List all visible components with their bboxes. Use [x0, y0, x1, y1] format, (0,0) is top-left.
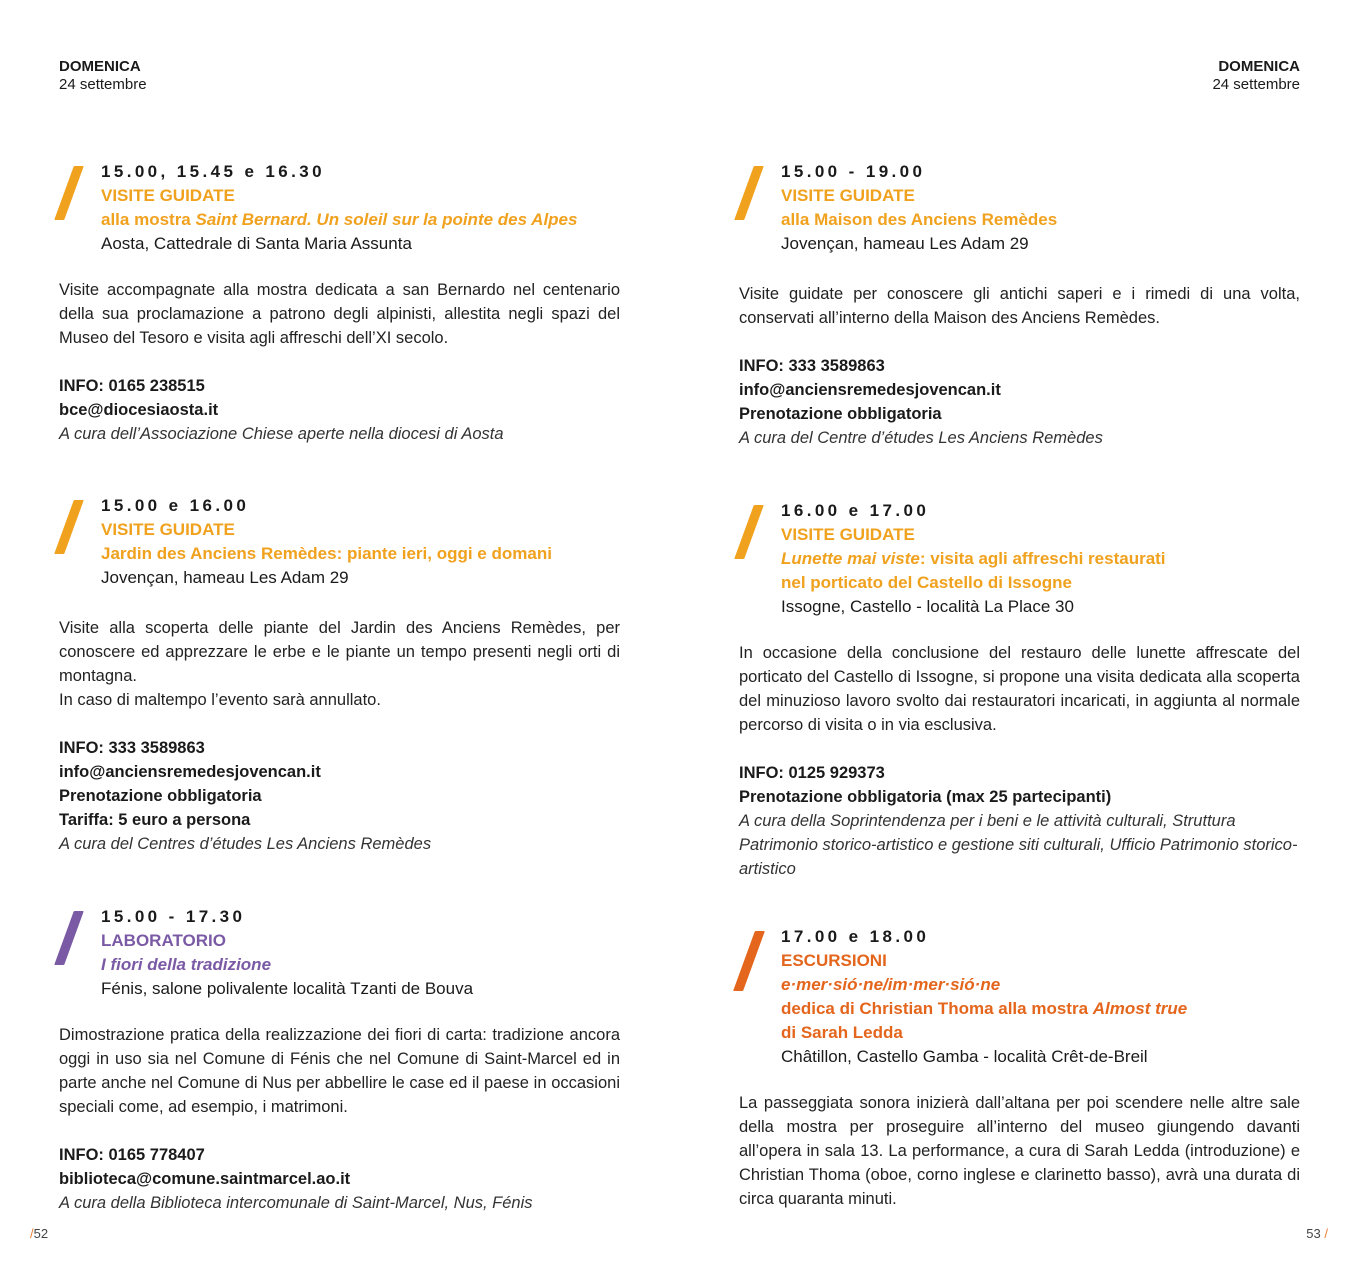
- event-info: [59, 736, 620, 856]
- event-curator: A cura della Soprintendenza per i beni e le attività culturali, Struttura Patrimonio storico-artistico e gestione siti culturali, Ufficio Patrimonio storico-artistico: [739, 812, 1298, 878]
- info-email: info@anciensremedesjovencan.it: [739, 381, 1001, 399]
- event-curator: A cura dell’Associazione Chiese aperte nella diocesi di Aosta: [59, 425, 504, 443]
- event-description: Dimostrazione pratica della realizzazione dei fiori di carta: tradizione ancora oggi in uso sia nel Comune di Fénis che nel Comune di Saint-Marcel ed in parte anche nel Comune di Nus per abbellire le case ed il paese in occasioni speciali come, ad esempio, i matrimoni.: [59, 1026, 620, 1116]
- event-description: Visite guidate per conoscere gli antichi saperi e i rimedi di una volta, conservati all’interno della Maison des Anciens Remèdes.: [739, 285, 1300, 327]
- header-day: DOMENICA: [1218, 58, 1300, 75]
- event-card: [59, 905, 620, 1215]
- slash-icon: [54, 911, 84, 965]
- page-number: 53 /: [1306, 1226, 1328, 1241]
- event-title-line2: dedica di Christian Thoma alla mostra Almost true: [781, 999, 1188, 1018]
- info-phone: INFO: 0165 238515: [59, 377, 205, 395]
- event-title: alla mostra Saint Bernard. Un soleil sur la pointe des Alpes: [101, 210, 578, 229]
- page-header: [1212, 58, 1300, 94]
- event-curator: A cura del Centre d’études Les Anciens Remèdes: [739, 429, 1103, 447]
- slash-icon: [733, 931, 765, 991]
- header-day: DOMENICA: [59, 58, 141, 75]
- event-category: VISITE GUIDATE: [781, 525, 915, 544]
- info-phone: INFO: 333 3589863: [739, 357, 885, 375]
- info-booking: Prenotazione obbligatoria: [739, 405, 942, 423]
- slash-icon: [734, 505, 764, 559]
- event-location: Aosta, Cattedrale di Santa Maria Assunta: [101, 234, 412, 253]
- event-time: 15.00 - 17.30: [101, 907, 246, 926]
- event-title-line2: nel porticato del Castello di Issogne: [781, 573, 1072, 592]
- event-info: [59, 1143, 620, 1215]
- event-category: VISITE GUIDATE: [781, 186, 915, 205]
- event-title: Jardin des Anciens Remèdes: piante ieri, oggi e domani: [101, 544, 552, 563]
- event-location: Issogne, Castello - località La Place 30: [781, 597, 1074, 616]
- event-location: Châtillon, Castello Gamba - località Crêt-de-Breil: [781, 1047, 1148, 1066]
- page-header: [59, 58, 147, 94]
- event-time: 15.00 - 19.00: [781, 162, 926, 181]
- event-title: Lunette mai viste: visita agli affreschi restaurati: [781, 549, 1166, 568]
- event-category: VISITE GUIDATE: [101, 520, 235, 539]
- event-time: 16.00 e 17.00: [781, 501, 930, 520]
- left-page: [0, 0, 679, 1270]
- info-booking: Prenotazione obbligatoria: [59, 787, 262, 805]
- event-time: 15.00 e 16.00: [101, 496, 250, 515]
- event-category: LABORATORIO: [101, 931, 226, 950]
- event-info: [739, 354, 1300, 450]
- info-phone: INFO: 0125 929373: [739, 764, 885, 782]
- info-email: info@anciensremedesjovencan.it: [59, 763, 321, 781]
- header-date: 24 settembre: [1212, 76, 1300, 93]
- right-page: [679, 0, 1358, 1270]
- event-time: 17.00 e 18.00: [781, 927, 930, 946]
- event-category: ESCURSIONI: [781, 951, 887, 970]
- event-title: alla Maison des Anciens Remèdes: [781, 210, 1058, 229]
- info-phone: INFO: 0165 778407: [59, 1146, 205, 1164]
- event-title: e·mer·sió·ne/im·mer·sió·ne: [781, 975, 1001, 994]
- page-number: /52: [30, 1226, 49, 1241]
- event-location: Jovençan, hameau Les Adam 29: [101, 568, 349, 587]
- slash-icon: [54, 166, 84, 220]
- event-info: [59, 374, 620, 446]
- event-title: I fiori della tradizione: [101, 955, 272, 974]
- header-date: 24 settembre: [59, 76, 147, 93]
- info-phone: INFO: 333 3589863: [59, 739, 205, 757]
- event-card: [59, 160, 620, 446]
- event-curator: A cura della Biblioteca intercomunale di Saint-Marcel, Nus, Fénis: [59, 1194, 533, 1212]
- event-info: [739, 761, 1300, 881]
- slash-icon: [734, 166, 764, 220]
- event-card: [59, 494, 620, 856]
- info-email: bce@diocesiaosta.it: [59, 401, 219, 419]
- event-description: In occasione della conclusione del restauro delle lunette affrescate del porticato del Castello di Issogne, si propone una visita dedicata alla scoperta del minuzioso lavoro svolto dai restauratori incaricati, in aggiunta al normale percorso di visita o in via esclusiva.: [739, 644, 1300, 734]
- event-card: [739, 925, 1300, 1211]
- event-card: [739, 499, 1300, 881]
- info-price: Tariffa: 5 euro a persona: [59, 811, 251, 829]
- event-description: Visite alla scoperta delle piante del Jardin des Anciens Remèdes, per conoscere ed apprezzare le erbe e le piante un tempo presenti negli orti di montagna. In caso di maltempo l’evento sarà annullato.: [59, 619, 620, 709]
- event-title-line3: di Sarah Ledda: [781, 1023, 903, 1042]
- event-description: La passeggiata sonora inizierà dall’altana per poi scendere nelle altre sale della mostra per proseguire all’interno del museo giungendo davanti all’opera in sala 13. La performance, a cura di Sarah Ledda (introduzione) e Christian Thoma (oboe, corno inglese e clarinetto basso), avrà una durata di circa quaranta minuti.: [739, 1094, 1300, 1208]
- event-location: Fénis, salone polivalente località Tzanti de Bouva: [101, 979, 474, 998]
- event-description: Visite accompagnate alla mostra dedicata a san Bernardo nel centenario della sua proclamazione a patrono degli alpinisti, allestita negli spazi del Museo del Tesoro e visita agli affreschi dell’XI secolo.: [59, 281, 620, 347]
- event-location: Jovençan, hameau Les Adam 29: [781, 234, 1029, 253]
- event-time: 15.00, 15.45 e 16.30: [101, 162, 325, 181]
- info-booking: Prenotazione obbligatoria (max 25 partecipanti): [739, 788, 1112, 806]
- event-card: [739, 160, 1300, 450]
- info-email: biblioteca@comune.saintmarcel.ao.it: [59, 1170, 351, 1188]
- event-category: VISITE GUIDATE: [101, 186, 235, 205]
- event-curator: A cura del Centres d’études Les Anciens Remèdes: [59, 835, 432, 853]
- slash-icon: [54, 500, 84, 554]
